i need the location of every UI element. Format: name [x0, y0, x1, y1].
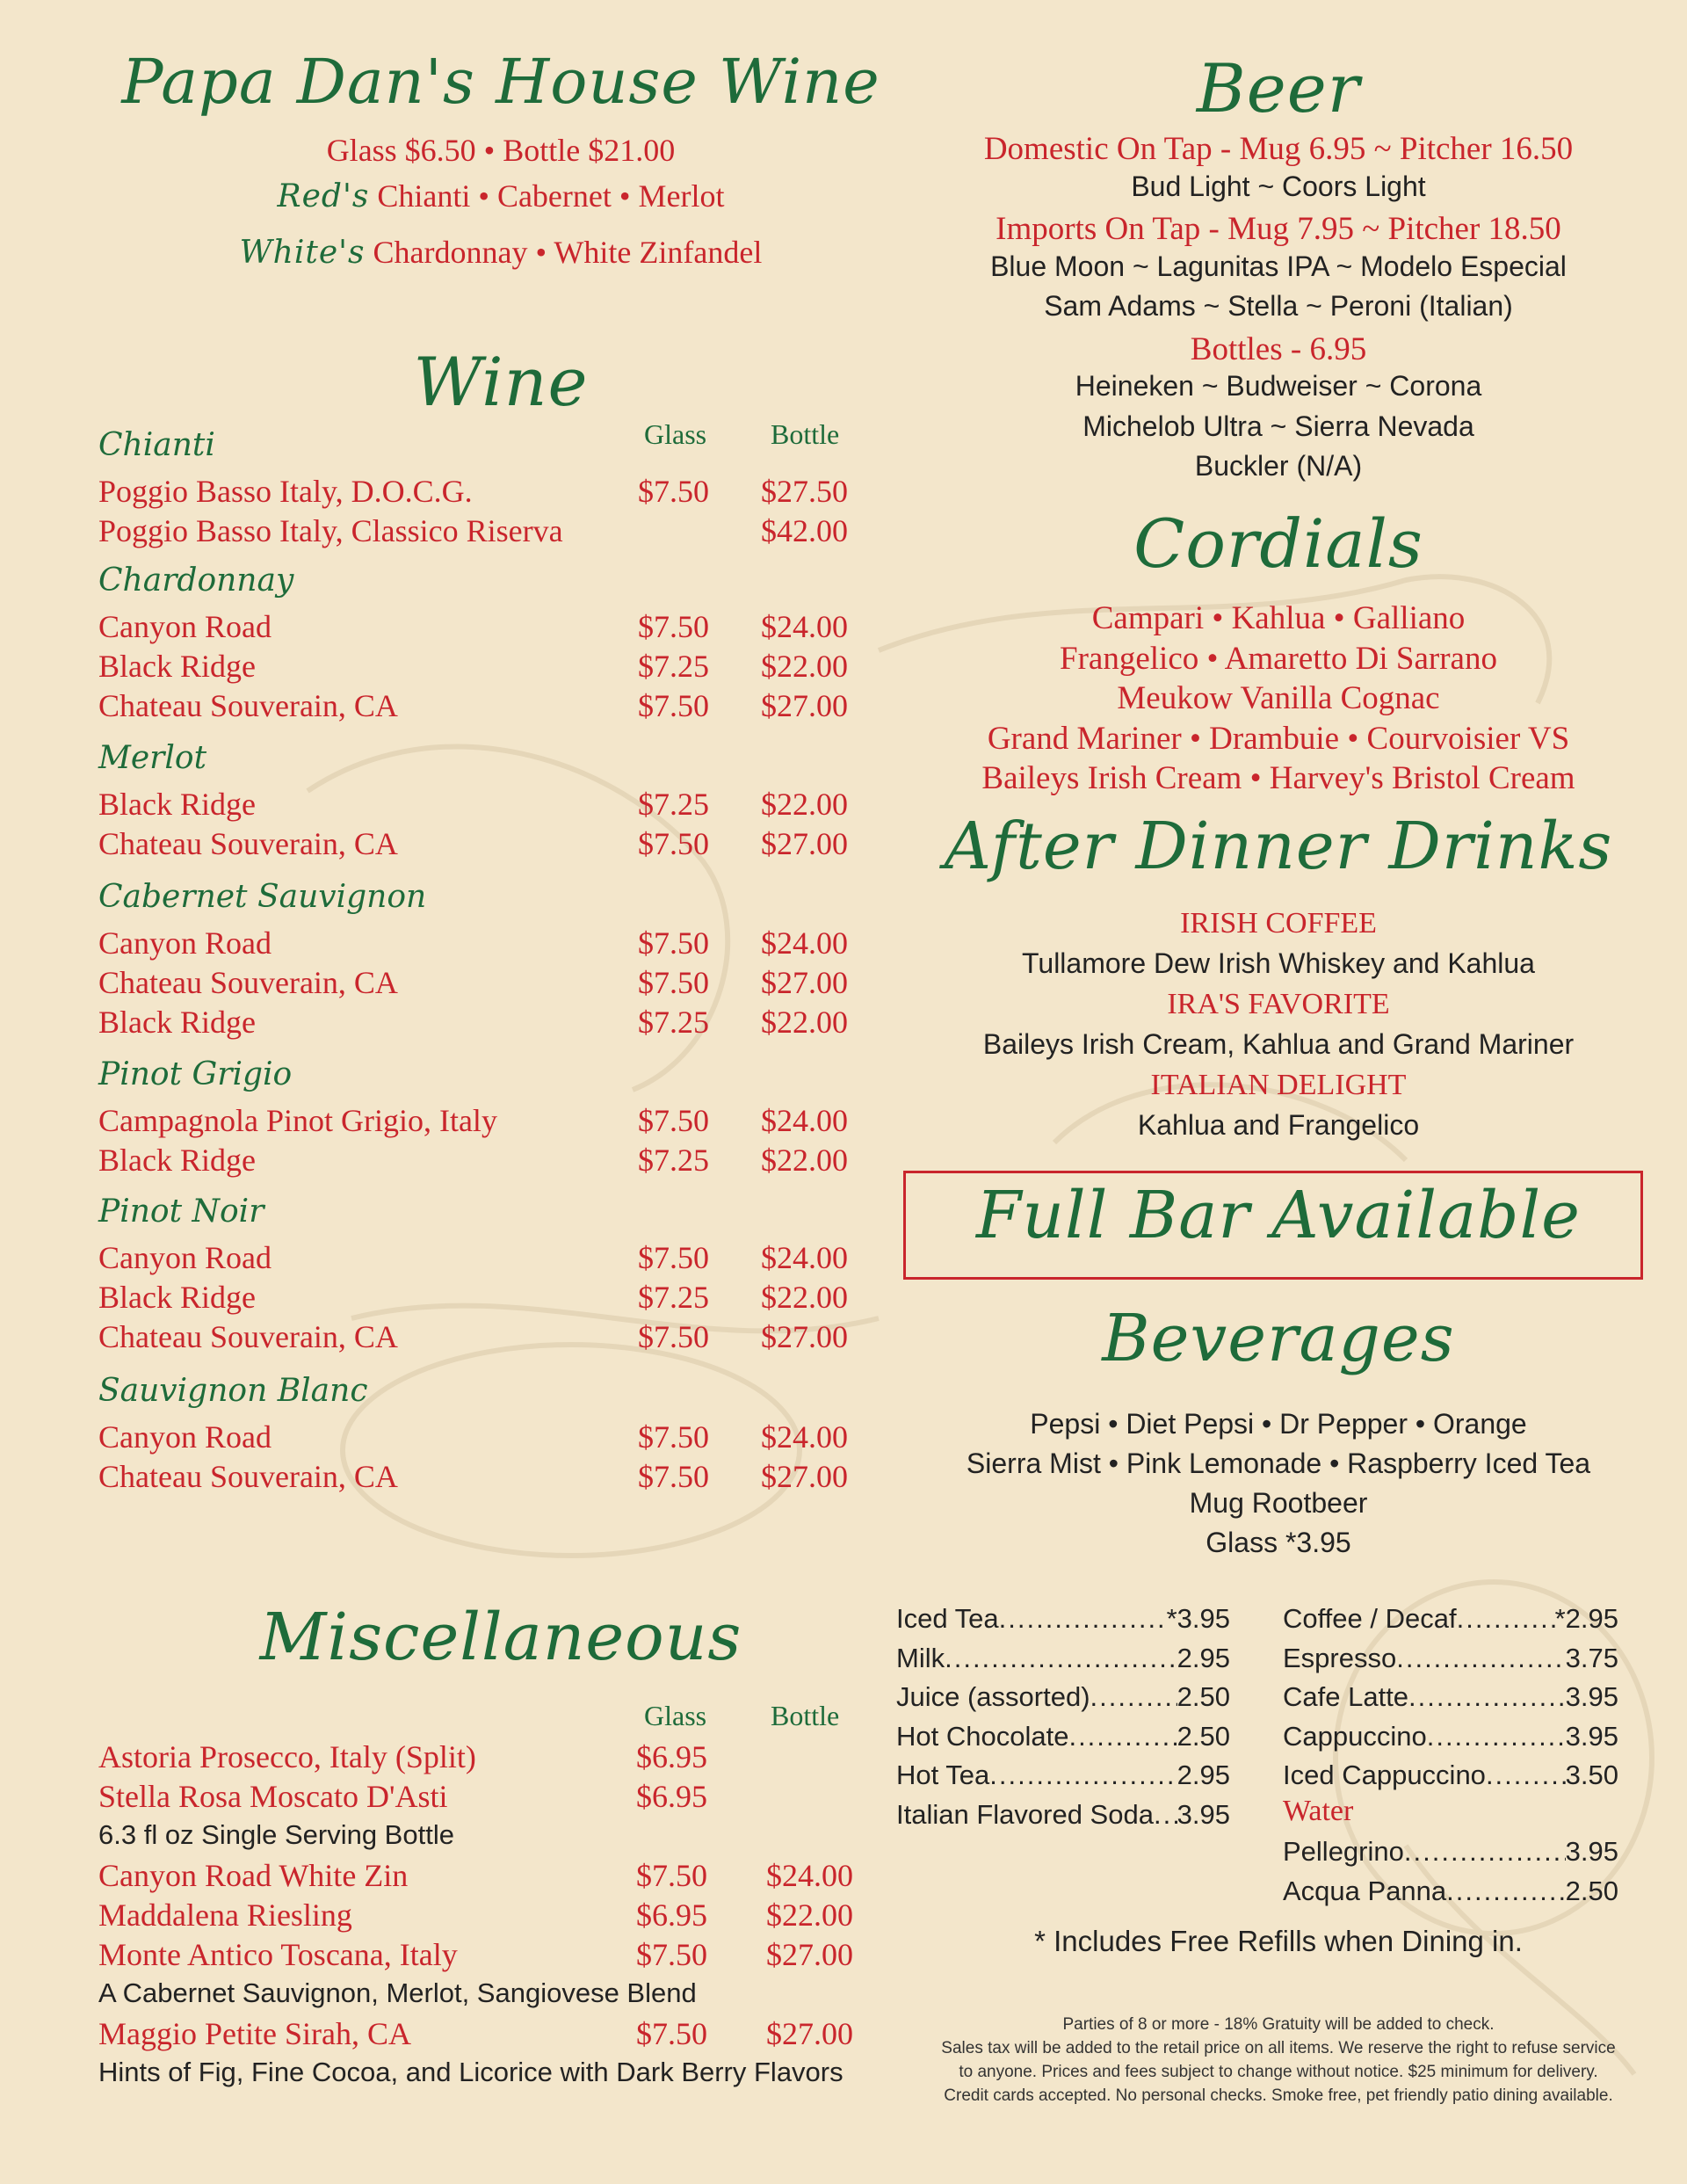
- dot-leader: [999, 1603, 1167, 1638]
- beverage-price: 3.95: [1565, 1836, 1618, 1867]
- fine-print-line: Credit cards accepted. No personal checks. Smoke free, pet friendly patio dining available.: [944, 2086, 1613, 2105]
- wine-name: Chateau Souverain, CA: [98, 826, 398, 861]
- reds-list: Chianti • Cabernet • Merlot: [377, 178, 725, 214]
- beverage-price: 3.95: [1565, 1720, 1618, 1752]
- beverage-price-row: [1283, 1643, 1618, 1678]
- wine-glass-price: $7.50: [638, 1459, 709, 1494]
- beer-line: Sam Adams ~ Stella ~ Peroni (Italian): [1044, 290, 1513, 322]
- wine-bottle-price: $27.00: [761, 826, 848, 861]
- wine-glass-price: $7.25: [638, 1005, 709, 1040]
- wine-bottle-price: $22.00: [761, 649, 848, 684]
- beverage-price: *3.95: [1166, 1603, 1230, 1634]
- misc-title: Miscellaneous: [259, 1600, 742, 1675]
- refills-note: * Includes Free Refills when Dining in.: [1034, 1925, 1523, 1957]
- dot-leader: [1486, 1760, 1566, 1795]
- beer-line: Imports On Tap - Mug 7.95 ~ Pitcher 18.50: [996, 211, 1561, 247]
- wine-row: [98, 1318, 880, 1357]
- wine-title: Wine: [413, 343, 589, 421]
- beverage-price-row: [896, 1681, 1230, 1716]
- wine-row: [98, 786, 880, 824]
- house-wine-prices: Glass $6.50 • Bottle $21.00: [326, 133, 676, 168]
- beverage-price-row: [896, 1643, 1230, 1678]
- misc-name: Stella Rosa Moscato D'Asti: [98, 1779, 448, 1814]
- wine-name: Canyon Road: [98, 1240, 272, 1275]
- misc-name: Astoria Prosecco, Italy (Split): [98, 1739, 476, 1774]
- beverage-name: Juice (assorted): [896, 1681, 1090, 1712]
- cordials-title: Cordials: [1133, 504, 1423, 583]
- wine-category-title: Pinot Noir: [98, 1194, 264, 1230]
- wine-category-title: Pinot Grigio: [98, 1056, 293, 1092]
- beverage-price-row: [1283, 1721, 1618, 1756]
- wine-bottle-price: $22.00: [761, 1280, 848, 1315]
- cordial-line: Baileys Irish Cream • Harvey's Bristol Cream: [981, 760, 1575, 796]
- house-wine-whites: [0, 234, 1002, 271]
- beverage-name: Cappuccino: [1283, 1720, 1427, 1752]
- misc-note: Hints of Fig, Fine Cocoa, and Licorice with Dark Berry Flavors: [98, 2057, 844, 2087]
- wine-bottle-price: $27.00: [761, 965, 848, 1000]
- misc-row: [98, 1778, 880, 1817]
- beverage-price: 2.95: [1177, 1642, 1230, 1673]
- water-label: Water: [1283, 1795, 1354, 1827]
- beer-line: Bottles - 6.95: [1190, 330, 1367, 367]
- beverage-price: 2.50: [1177, 1720, 1230, 1752]
- beverage-price-row: [1283, 1876, 1618, 1911]
- wine-bottle-price: $42.00: [761, 513, 848, 548]
- wine-glass-price: $7.25: [638, 787, 709, 822]
- cordial-line: Grand Mariner • Drambuie • Courvoisier VS: [987, 720, 1570, 757]
- beer-line: Michelob Ultra ~ Sierra Nevada: [1082, 410, 1474, 442]
- beverage-name: Cafe Latte: [1283, 1681, 1409, 1712]
- misc-row: [98, 1936, 880, 1975]
- fine-print-line: Sales tax will be added to the retail price on all items. We reserve the right to refuse service: [941, 2039, 1616, 2057]
- dot-leader: [989, 1760, 1177, 1795]
- wine-row: [98, 648, 880, 686]
- beer-line: Heineken ~ Budweiser ~ Corona: [1075, 370, 1482, 402]
- beverage-name: Pellegrino: [1283, 1836, 1404, 1867]
- wine-glass-price: $7.50: [638, 965, 709, 1000]
- wine-name: Black Ridge: [98, 1143, 256, 1178]
- beverage-line: Pepsi • Diet Pepsi • Dr Pepper • Orange: [1030, 1408, 1527, 1440]
- after-dinner-title: After Dinner Drinks: [944, 809, 1613, 884]
- beverage-price: 3.95: [1177, 1798, 1230, 1830]
- beverage-price: 2.50: [1177, 1681, 1230, 1712]
- wine-row: [98, 1142, 880, 1180]
- wine-bottle-price: $22.00: [761, 787, 848, 822]
- misc-row: [98, 1897, 880, 1935]
- beer-line: Domestic On Tap - Mug 6.95 ~ Pitcher 16.50: [983, 131, 1574, 167]
- wine-category-title: Chianti: [98, 427, 215, 463]
- misc-glass-price: $7.50: [636, 1858, 707, 1893]
- misc-glass-price: $7.50: [636, 1937, 707, 1972]
- wine-bottle-price: $27.00: [761, 1459, 848, 1494]
- wine-row: [98, 512, 880, 551]
- beverage-price: 2.95: [1177, 1760, 1230, 1790]
- beverage-price-row: [896, 1799, 1230, 1834]
- dot-leader: [1457, 1603, 1555, 1638]
- dot-leader: [1068, 1721, 1177, 1756]
- beverage-price-row: [1283, 1603, 1618, 1638]
- beverage-name: Iced Tea: [896, 1603, 999, 1634]
- whites-label: White's: [239, 235, 366, 271]
- beer-line: Buckler (N/A): [1194, 450, 1363, 482]
- misc-name: Maddalena Riesling: [98, 1897, 352, 1933]
- wine-category-title: Chardonnay: [98, 562, 294, 599]
- wine-bottle-price: $24.00: [761, 1419, 848, 1455]
- wine-row: [98, 1102, 880, 1141]
- house-wine-reds: [0, 178, 1002, 214]
- dot-leader: [1446, 1876, 1566, 1911]
- beverage-name: Milk: [896, 1642, 945, 1673]
- wine-bottle-price: $27.50: [761, 474, 848, 509]
- cordial-line: Campari • Kahlua • Galliano: [1091, 600, 1466, 636]
- drink-name: ITALIAN DELIGHT: [1150, 1069, 1407, 1101]
- wine-name: Chateau Souverain, CA: [98, 688, 398, 723]
- reds-label: Red's: [277, 178, 370, 214]
- wine-row: [98, 964, 880, 1003]
- wine-glass-price: $7.50: [638, 688, 709, 723]
- wine-name: Poggio Basso Italy, Classico Riserva: [98, 513, 563, 548]
- wine-name: Canyon Road: [98, 609, 272, 644]
- beverage-name: Hot Tea: [896, 1760, 990, 1790]
- wine-name: Black Ridge: [98, 649, 256, 684]
- dot-leader: [1154, 1799, 1177, 1834]
- house-wine-title: Papa Dan's House Wine: [121, 46, 880, 118]
- beverage-name: Italian Flavored Soda: [896, 1798, 1154, 1830]
- drink-name: IRA'S FAVORITE: [1167, 988, 1390, 1020]
- wine-glass-header: Glass: [644, 418, 707, 450]
- dot-leader: [1396, 1643, 1565, 1678]
- misc-name: Canyon Road White Zin: [98, 1858, 409, 1893]
- wine-glass-price: $7.25: [638, 1143, 709, 1178]
- wine-row: [98, 1239, 880, 1278]
- wine-row: [98, 1279, 880, 1317]
- cordial-line: Meukow Vanilla Cognac: [1117, 680, 1440, 716]
- wine-glass-price: $7.50: [638, 609, 709, 644]
- wine-glass-price: $7.50: [638, 1103, 709, 1138]
- fine-print: [905, 2013, 1652, 2108]
- wine-name: Chateau Souverain, CA: [98, 1319, 398, 1354]
- wine-category-title: Sauvignon Blanc: [98, 1373, 368, 1409]
- misc-glass-price: $6.95: [636, 1739, 707, 1774]
- wine-glass-price: $7.50: [638, 474, 709, 509]
- beverage-line: Sierra Mist • Pink Lemonade • Raspberry Iced Tea: [966, 1448, 1591, 1479]
- misc-name: Monte Antico Toscana, Italy: [98, 1937, 458, 1972]
- wine-name: Campagnola Pinot Grigio, Italy: [98, 1103, 497, 1138]
- drink-description: Tullamore Dew Irish Whiskey and Kahlua: [1022, 947, 1535, 979]
- wine-name: Chateau Souverain, CA: [98, 1459, 398, 1494]
- wine-glass-price: $7.50: [638, 1319, 709, 1354]
- beverage-price: *2.95: [1554, 1603, 1618, 1634]
- drink-description: Kahlua and Frangelico: [1137, 1109, 1420, 1141]
- misc-name: Maggio Petite Sirah, CA: [98, 2016, 411, 2051]
- wine-glass-price: $7.50: [638, 826, 709, 861]
- misc-row: [98, 1738, 880, 1777]
- misc-bottle-header: Bottle: [771, 1700, 840, 1731]
- drink-description: Baileys Irish Cream, Kahlua and Grand Mariner: [982, 1028, 1575, 1060]
- wine-glass-price: $7.50: [638, 925, 709, 961]
- beverage-name: Coffee / Decaf: [1283, 1603, 1457, 1634]
- wine-bottle-price: $27.00: [761, 688, 848, 723]
- misc-bottle-price: $24.00: [766, 1858, 853, 1893]
- wine-row: [98, 473, 880, 512]
- misc-bottle-price: $22.00: [766, 1897, 853, 1933]
- drink-name: IRISH COFFEE: [1180, 907, 1377, 940]
- wine-row: [98, 1004, 880, 1042]
- wine-category-title: Cabernet Sauvignon: [98, 879, 427, 915]
- beverage-line: Mug Rootbeer: [1189, 1487, 1368, 1519]
- beverage-price: 2.50: [1565, 1875, 1618, 1906]
- beverage-name: Hot Chocolate: [896, 1720, 1069, 1752]
- beverage-price: 3.50: [1565, 1760, 1618, 1790]
- dot-leader: [945, 1643, 1177, 1678]
- beverage-price: 3.95: [1565, 1681, 1618, 1712]
- beverage-price-row: [1283, 1836, 1618, 1871]
- beverage-name: Espresso: [1283, 1642, 1397, 1673]
- full-bar-label: Full Bar Available: [976, 1178, 1581, 1253]
- wine-name: Canyon Road: [98, 925, 272, 961]
- beer-line: Bud Light ~ Coors Light: [1131, 170, 1426, 202]
- beverage-price-row: [1283, 1681, 1618, 1716]
- misc-glass-header: Glass: [644, 1700, 707, 1731]
- dot-leader: [1427, 1721, 1566, 1756]
- wine-name: Poggio Basso Italy, D.O.C.G.: [98, 474, 473, 509]
- wine-category-title: Merlot: [98, 740, 207, 776]
- misc-note: A Cabernet Sauvignon, Merlot, Sangiovese Blend: [98, 1977, 697, 2008]
- wine-bottle-price: $22.00: [761, 1005, 848, 1040]
- misc-bottle-price: $27.00: [766, 2016, 853, 2051]
- wine-row: [98, 1419, 880, 1457]
- wine-row: [98, 925, 880, 963]
- beverage-name: Acqua Panna: [1283, 1875, 1447, 1906]
- beer-line: Blue Moon ~ Lagunitas IPA ~ Modelo Especial: [990, 250, 1567, 282]
- misc-bottle-price: $27.00: [766, 1937, 853, 1972]
- wine-name: Black Ridge: [98, 787, 256, 822]
- beverage-line: Glass *3.95: [1206, 1527, 1351, 1558]
- misc-note: 6.3 fl oz Single Serving Bottle: [98, 1819, 454, 1850]
- wine-bottle-price: $24.00: [761, 609, 848, 644]
- beverage-price-row: [1283, 1760, 1618, 1795]
- wine-glass-price: $7.50: [638, 1240, 709, 1275]
- misc-row: [98, 1857, 880, 1896]
- wine-name: Black Ridge: [98, 1280, 256, 1315]
- wine-bottle-price: $27.00: [761, 1319, 848, 1354]
- wine-bottle-price: $24.00: [761, 1240, 848, 1275]
- wine-bottle-price: $24.00: [761, 925, 848, 961]
- wine-bottle-header: Bottle: [771, 418, 840, 450]
- wine-row: [98, 1458, 880, 1497]
- wine-bottle-price: $22.00: [761, 1143, 848, 1178]
- beer-title: Beer: [1196, 49, 1361, 127]
- wine-glass-price: $7.50: [638, 1419, 709, 1455]
- beverage-price-row: [896, 1603, 1230, 1638]
- beverage-price: 3.75: [1565, 1642, 1618, 1673]
- beverage-name: Iced Cappuccino: [1283, 1760, 1486, 1790]
- wine-name: Chateau Souverain, CA: [98, 965, 398, 1000]
- fine-print-line: to anyone. Prices and fees subject to change without notice. $25 minimum for delivery.: [959, 2063, 1598, 2081]
- wine-row: [98, 608, 880, 647]
- misc-glass-price: $6.95: [636, 1779, 707, 1814]
- wine-name: Black Ridge: [98, 1005, 256, 1040]
- misc-glass-price: $6.95: [636, 1897, 707, 1933]
- dot-leader: [1408, 1681, 1566, 1716]
- misc-row: [98, 2015, 880, 2054]
- misc-glass-price: $7.50: [636, 2016, 707, 2051]
- beverage-price-row: [896, 1760, 1230, 1795]
- fine-print-line: Parties of 8 or more - 18% Gratuity will be added to check.: [1062, 2015, 1495, 2034]
- wine-glass-price: $7.25: [638, 1280, 709, 1315]
- dot-leader: [1090, 1681, 1177, 1716]
- wine-row: [98, 825, 880, 864]
- wine-row: [98, 687, 880, 726]
- beverage-price-row: [896, 1721, 1230, 1756]
- whites-list: Chardonnay • White Zinfandel: [373, 235, 763, 270]
- beverages-title: Beverages: [1102, 1301, 1455, 1376]
- wine-bottle-price: $24.00: [761, 1103, 848, 1138]
- wine-glass-price: $7.25: [638, 649, 709, 684]
- cordial-line: Frangelico • Amaretto Di Sarrano: [1060, 640, 1497, 677]
- dot-leader: [1404, 1836, 1566, 1871]
- wine-name: Canyon Road: [98, 1419, 272, 1455]
